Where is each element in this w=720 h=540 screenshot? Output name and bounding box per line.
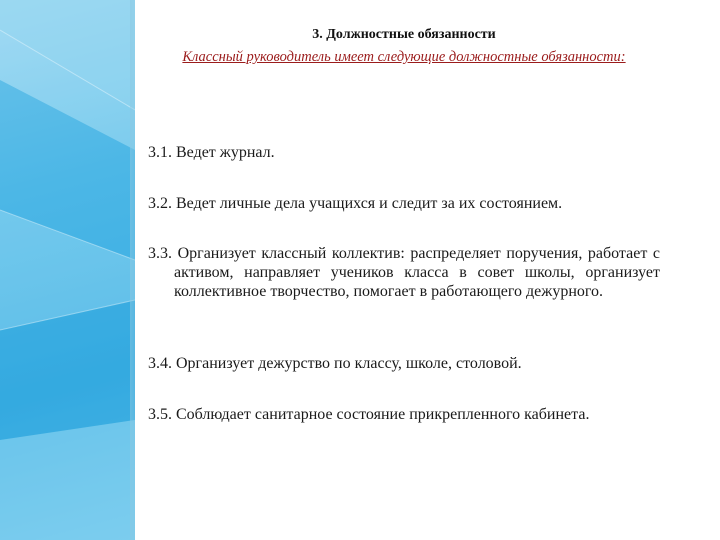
duty-item: 3.5. Соблюдает санитарное состояние прикрепленного кабинета.: [148, 406, 590, 423]
duty-item: 3.3. Организует классный коллектив: распределяет поручения, работает с активом, направляет учеников класса в совет школы, организует коллективное творчество, помогает в работающего дежурного.: [148, 245, 660, 300]
duty-item: 3.1. Ведет журнал.: [148, 144, 275, 161]
decorative-side-panel: [0, 0, 135, 540]
decorative-facets: [0, 0, 135, 540]
panel-edge-shadow: [130, 0, 135, 540]
duty-item: 3.2. Ведет личные дела учащихся и следит за их состоянием.: [148, 195, 563, 212]
slide-subtitle: Классный руководитель имеет следующие должностные обязанности:: [182, 49, 626, 65]
duty-item: 3.4. Организует дежурство по классу, школе, столовой.: [148, 355, 522, 372]
slide-title: 3. Должностные обязанности: [312, 27, 496, 42]
slide-content: [148, 0, 660, 540]
